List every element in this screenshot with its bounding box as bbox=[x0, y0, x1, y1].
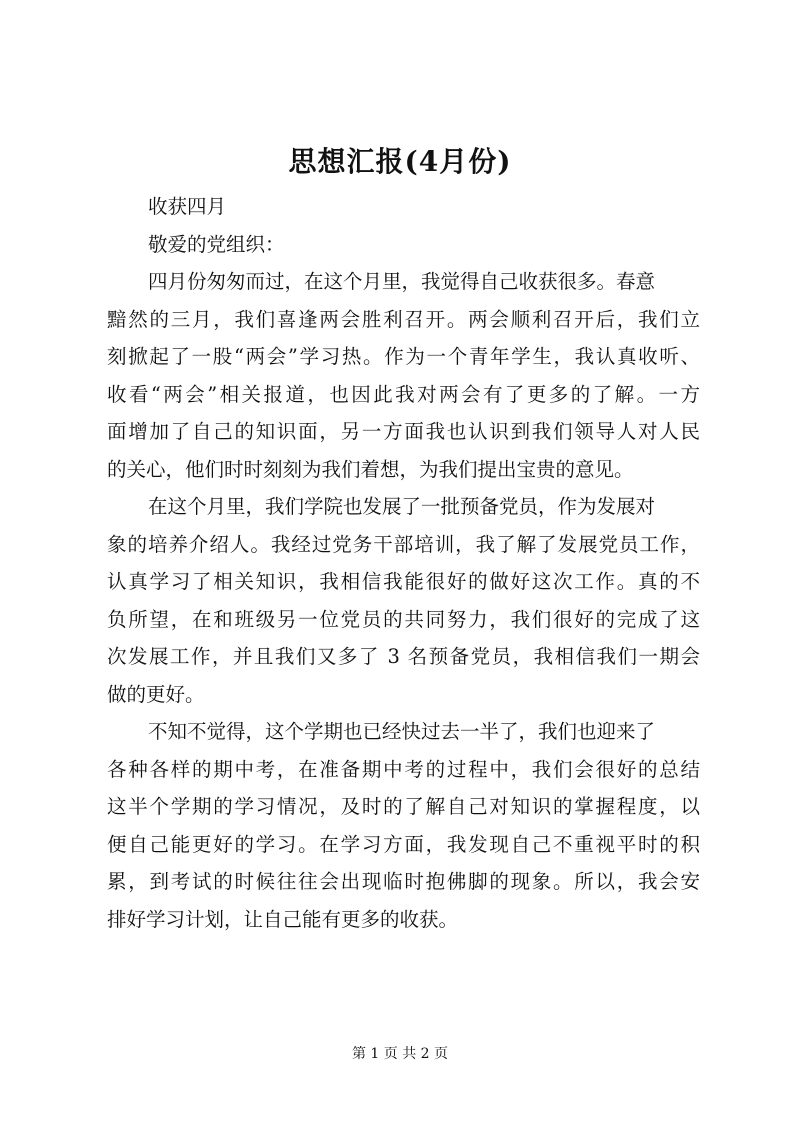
paragraph-1 bbox=[107, 263, 700, 488]
paragraph-line: 象的培养介绍人。我经过党务干部培训，我了解了发展党员工作， bbox=[107, 532, 700, 556]
paragraph-line: 刻掀起了一股“两会”学习热。作为一个青年学生，我认真收听、 bbox=[107, 345, 700, 368]
paragraph-line: 收看“两会”相关报道，也因此我对两会有了更多的了解。一方 bbox=[107, 382, 700, 406]
document-body bbox=[107, 188, 700, 938]
subtitle: 收获四月 bbox=[148, 195, 227, 218]
paragraph-line: 四月份匆匆而过，在这个月里，我觉得自己收获很多。春意 bbox=[148, 270, 656, 293]
paragraph-line: 做的更好。 bbox=[107, 682, 205, 706]
paragraph-2 bbox=[107, 488, 700, 713]
paragraph-line: 在这个月里，我们学院也发展了一批预备党员，作为发展对 bbox=[148, 495, 656, 518]
paragraph-line: 各种各样的期中考，在准备期中考的过程中，我们会很好的总结 bbox=[107, 757, 700, 781]
paragraph-3 bbox=[107, 713, 700, 938]
page-footer: 第 1 页 共 2 页 bbox=[351, 1046, 449, 1062]
paragraph-line: 负所望，在和班级另一位党员的共同努力，我们很好的完成了这 bbox=[107, 607, 700, 631]
paragraph-line: 排好学习计划，让自己能有更多的收获。 bbox=[107, 907, 459, 931]
paragraph-line: 累，到考试的时候往往会出现临时抱佛脚的现象。所以，我会安 bbox=[107, 870, 700, 893]
salutation: 敬爱的党组织： bbox=[148, 232, 285, 256]
paragraph-line: 便自己能更好的学习。在学习方面，我发现自己不重视平时的积 bbox=[107, 832, 700, 856]
paragraph-line: 次发展工作，并且我们又多了 3 名预备党员，我相信我们一期会 bbox=[107, 645, 700, 668]
paragraph-line: 这半个学期的学习情况，及时的了解自己对知识的掌握程度，以 bbox=[107, 795, 700, 818]
paragraph-line: 面增加了自己的知识面，另一方面我也认识到我们领导人对人民 bbox=[107, 420, 700, 443]
paragraph-line: 不知不觉得，这个学期也已经快过去一半了，我们也迎来了 bbox=[148, 720, 656, 743]
paragraph-line: 黯然的三月，我们喜逢两会胜利召开。两会顺利召开后，我们立 bbox=[107, 307, 700, 331]
paragraph-line: 认真学习了相关知识，我相信我能很好的做好这次工作。真的不 bbox=[107, 570, 700, 593]
document-title: 思想汇报(4月份) bbox=[288, 145, 512, 178]
paragraph-line: 的关心，他们时时刻刻为我们着想，为我们提出宝贵的意见。 bbox=[107, 457, 634, 481]
